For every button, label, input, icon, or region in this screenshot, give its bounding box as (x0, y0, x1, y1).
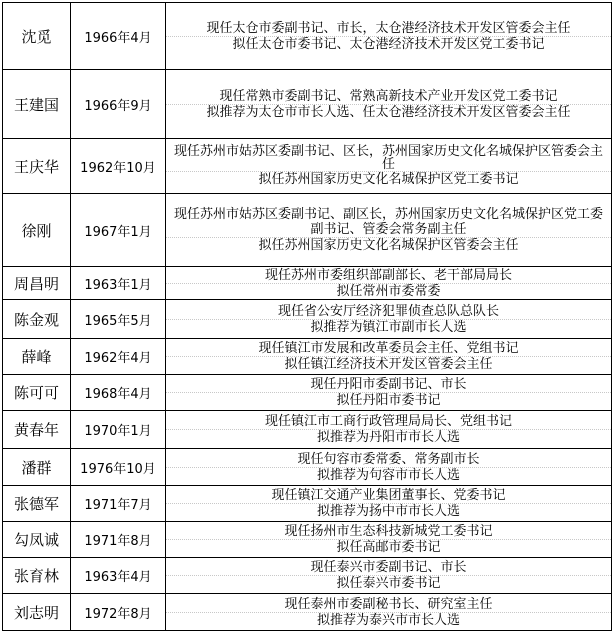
position-cell (166, 594, 612, 631)
proposed-position: 拟推荐为太仓市市长人选、任太仓港经济技术开发区管委会主任 (166, 104, 611, 120)
name-cell: 黄春年 (3, 411, 71, 449)
position-cell (166, 375, 612, 411)
proposed-position: 拟推荐为镇江市副市长人选 (166, 319, 611, 335)
table-row (3, 139, 612, 194)
current-position: 现任镇江市发展和改革委员会主任、党组书记 (258, 341, 519, 356)
birth-cell: 1963年1月 (71, 267, 166, 300)
name-cell: 薛峰 (3, 339, 71, 375)
position-cell (166, 522, 612, 558)
current-position: 现任镇江市工商行政管理局局长、党组书记 (264, 414, 512, 429)
proposed-position: 拟任太仓市委书记、太仓港经济技术开发区党工委书记 (166, 36, 611, 52)
birth-cell: 1971年7月 (71, 486, 166, 522)
proposed-position: 拟任苏州国家历史文化名城保护区管委会主任 (166, 237, 611, 253)
proposed-position: 拟任镇江经济技术开发区管委会主任 (166, 356, 611, 372)
table-row (3, 449, 612, 486)
name-cell: 刘志明 (3, 594, 71, 631)
position-cell (166, 300, 612, 339)
name-cell: 张德军 (3, 486, 71, 522)
proposed-position: 拟任高邮市委书记 (166, 539, 611, 555)
birth-cell: 1967年1月 (71, 194, 166, 267)
position-cell (166, 486, 612, 522)
table-row (3, 375, 612, 411)
position-cell (166, 339, 612, 375)
name-cell: 沈觅 (3, 3, 71, 70)
proposed-position: 拟任丹阳市委书记 (166, 392, 611, 408)
birth-cell: 1971年8月 (71, 522, 166, 558)
current-position: 现任泰兴市委副书记、市长 (310, 560, 467, 575)
table-row (3, 3, 612, 70)
birth-cell: 1970年1月 (71, 411, 166, 449)
birth-cell: 1972年8月 (71, 594, 166, 631)
table-row (3, 267, 612, 300)
current-position: 现任苏州市委组织部副部长、老干部局局长 (264, 267, 512, 283)
name-cell: 周昌明 (3, 267, 71, 300)
birth-cell: 1962年10月 (71, 139, 166, 194)
table-row (3, 522, 612, 558)
current-position: 现任泰州市委副秘书长、研究室主任 (284, 596, 493, 612)
proposed-position: 拟任泰兴市委书记 (166, 575, 611, 591)
current-position: 现任句容市委常委、常务副市长 (297, 451, 480, 467)
proposed-position: 拟推荐为泰兴市市长人选 (166, 612, 611, 628)
position-cell (166, 411, 612, 449)
proposed-position: 拟任常州市委常委 (166, 283, 611, 299)
position-cell (166, 194, 612, 267)
position-cell (166, 70, 612, 139)
name-cell: 王庆华 (3, 139, 71, 194)
proposed-position: 拟推荐为句容市市长人选 (166, 467, 611, 483)
position-cell (166, 139, 612, 194)
table-row (3, 339, 612, 375)
current-position: 现任常熟市委副书记、常熟高新技术产业开发区党工委书记 (219, 88, 558, 104)
appointment-table (2, 2, 612, 631)
position-cell (166, 449, 612, 486)
birth-cell: 1963年4月 (71, 558, 166, 594)
current-position: 现任扬州市生态科技新城党工委书记 (284, 524, 493, 539)
current-position: 现任镇江交通产业集团董事长、党委书记 (271, 488, 506, 503)
name-cell: 潘群 (3, 449, 71, 486)
birth-cell: 1966年9月 (71, 70, 166, 139)
position-cell (166, 558, 612, 594)
birth-cell: 1976年10月 (71, 449, 166, 486)
birth-cell: 1965年5月 (71, 300, 166, 339)
name-cell: 张育林 (3, 558, 71, 594)
table-row (3, 194, 612, 267)
table-row (3, 594, 612, 631)
name-cell: 王建国 (3, 70, 71, 139)
current-position: 现任省公安厅经济犯罪侦查总队总队长 (277, 303, 499, 319)
proposed-position: 拟任苏州国家历史文化名城保护区党工委书记 (166, 171, 611, 187)
current-position: 现任丹阳市委副书记、市长 (310, 377, 467, 392)
table-row (3, 300, 612, 339)
name-cell: 陈可可 (3, 375, 71, 411)
proposed-position: 拟推荐为丹阳市市长人选 (166, 429, 611, 445)
table-row (3, 70, 612, 139)
birth-cell: 1966年4月 (71, 3, 166, 70)
position-cell (166, 267, 612, 300)
current-position: 现任太仓市委副书记、市长，太仓港经济技术开发区管委会主任 (206, 20, 571, 36)
name-cell: 陈金观 (3, 300, 71, 339)
position-cell (166, 3, 612, 70)
current-position: 现任苏州市姑苏区委副书记、副区长，苏州国家历史文化名城保护区党工委副书记、管委会常务副主任 (173, 207, 603, 237)
current-position: 现任苏州市姑苏区委副书记、区长，苏州国家历史文化名城保护区管委会主任 (173, 144, 603, 172)
name-cell: 徐刚 (3, 194, 71, 267)
birth-cell: 1968年4月 (71, 375, 166, 411)
birth-cell: 1962年4月 (71, 339, 166, 375)
table-row (3, 411, 612, 449)
table-row (3, 486, 612, 522)
proposed-position: 拟推荐为扬中市市长人选 (166, 503, 611, 519)
table-row (3, 558, 612, 594)
name-cell: 勾凤诚 (3, 522, 71, 558)
